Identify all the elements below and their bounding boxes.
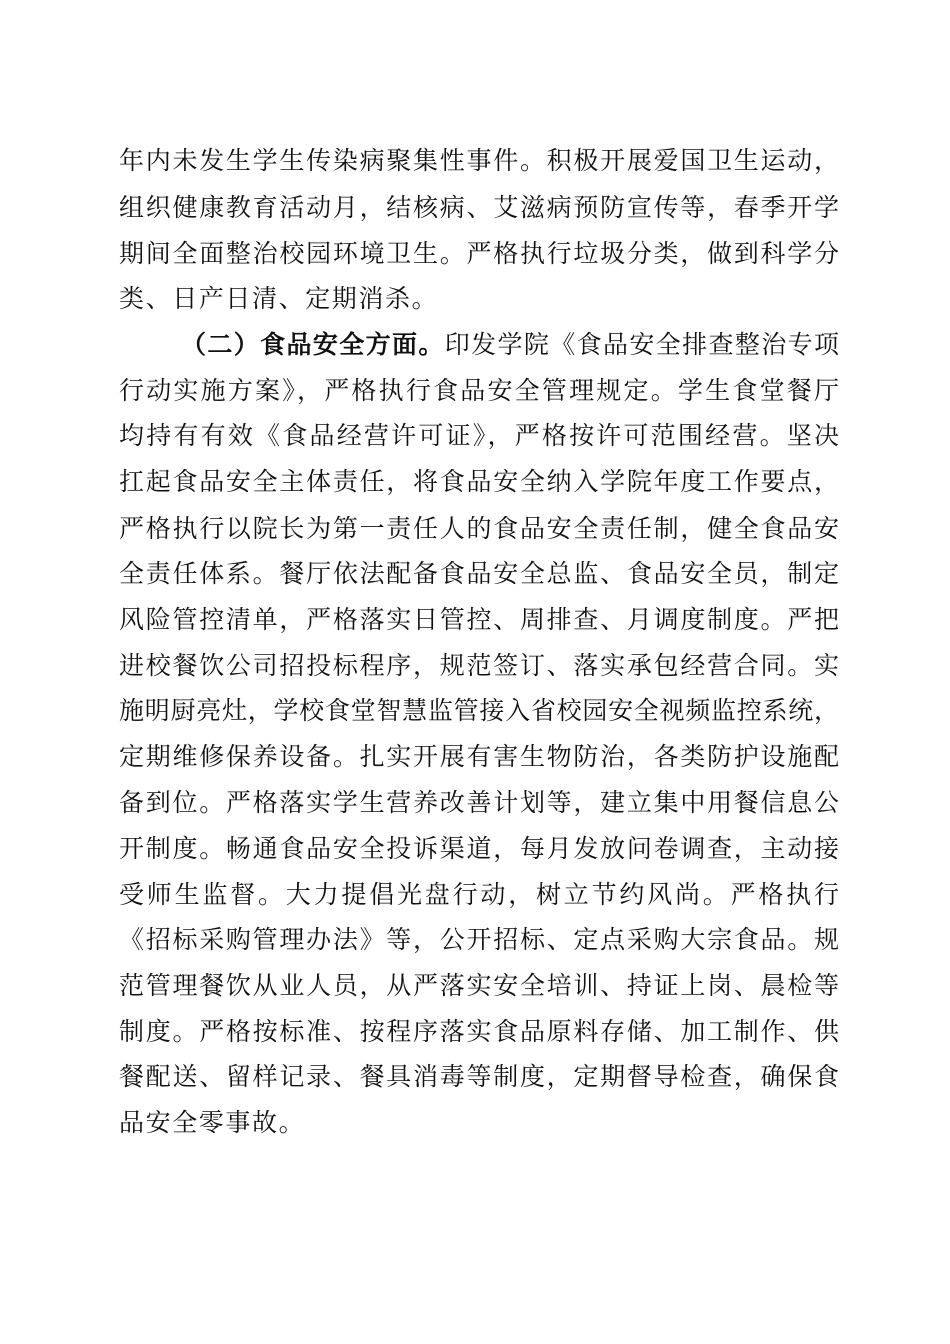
paragraph-line: 组织健康教育活动月，结核病、艾滋病预防宣传等，春季开学 [119, 193, 839, 222]
section-line: 扛起食品安全主体责任，将食品安全纳入学院年度工作要点， [119, 467, 839, 496]
section-line: 《招标采购管理办法》等，公开招标、定点采购大宗食品。规 [119, 925, 839, 954]
section-line: 开制度。畅通食品安全投诉渠道，每月发放问卷调查，主动接 [119, 834, 839, 863]
section-first-line [181, 327, 839, 363]
section-line: 制度。严格按标准、按程序落实食品原料存储、加工制作、供 [119, 1017, 839, 1046]
section-line: 均持有有效《食品经营许可证》，严格按许可范围经营。坚决 [119, 421, 839, 450]
section-line: 风险管控清单，严格落实日管控、周排查、月调度制度。严把 [119, 605, 839, 634]
paragraph-line: 期间全面整治校园环境卫生。严格执行垃圾分类，做到科学分 [119, 239, 839, 268]
section-line: 定期维修保养设备。扎实开展有害生物防治，各类防护设施配 [119, 742, 839, 771]
section-line: 品安全零事故。 [119, 1108, 306, 1137]
section-line: 施明厨亮灶，学校食堂智慧监管接入省校园安全视频监控系统， [119, 696, 839, 725]
paragraph-line: 类、日产日清、定期消杀。 [119, 284, 439, 313]
section-line: 受师生监督。大力提倡光盘行动，树立节约风尚。严格执行 [119, 880, 839, 909]
section-line: 严格执行以院长为第一责任人的食品安全责任制，健全食品安 [119, 514, 839, 543]
section-line: 行动实施方案》，严格执行食品安全管理规定。学生食堂餐厅 [119, 376, 839, 405]
section-line: 全责任体系。餐厅依法配备食品安全总监、食品安全员，制定 [119, 559, 839, 588]
section-first-line-text: 印发学院《食品安全排查整治专项 [444, 330, 839, 359]
section-line: 进校餐饮公司招投标程序，规范签订、落实承包经营合同。实 [119, 651, 839, 680]
section-line: 范管理餐饮从业人员，从严落实安全培训、持证上岗、晨检等 [119, 971, 839, 1000]
section-line: 备到位。严格落实学生营养改善计划等，建立集中用餐信息公 [119, 788, 839, 817]
section-line: 餐配送、留样记录、餐具消毒等制度，定期督导检查，确保食 [119, 1062, 839, 1091]
section-heading: （二）食品安全方面。 [181, 330, 445, 359]
paragraph-line: 年内未发生学生传染病聚集性事件。积极开展爱国卫生运动， [119, 146, 839, 175]
